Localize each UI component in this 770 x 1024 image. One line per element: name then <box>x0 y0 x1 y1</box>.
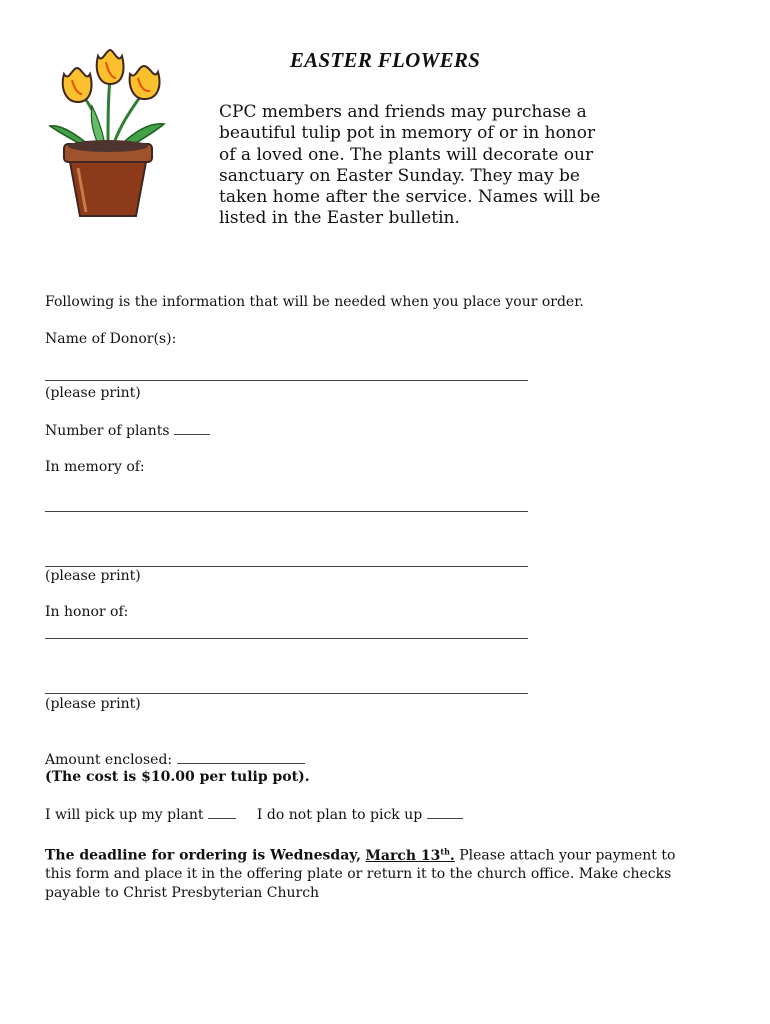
plants-count-field[interactable] <box>174 422 210 435</box>
donor-name-field[interactable] <box>45 380 528 381</box>
memory-field-1[interactable] <box>45 511 528 512</box>
honor-field-1[interactable] <box>45 638 528 639</box>
intro-line: sanctuary on Easter Sunday. They may be <box>219 165 580 186</box>
pickup-no-label: I do not plan to pick up <box>256 807 423 823</box>
amount-row <box>45 751 305 768</box>
plants-label: Number of plants <box>45 423 170 439</box>
amount-label: Amount enclosed: <box>45 752 173 768</box>
intro-line: of a loved one. The plants will decorate our <box>219 144 594 165</box>
deadline-paragraph <box>45 842 705 902</box>
please-print-note: (please print) <box>45 568 141 584</box>
pickup-row <box>45 806 463 823</box>
intro-line: taken home after the service. Names will be <box>219 187 601 208</box>
honor-label: In honor of: <box>45 604 129 620</box>
please-print-note: (please print) <box>45 385 141 401</box>
deadline-instructions: Please attach your payment to this form and place it in the offering plate or return it to the church office. Make checks payable to Christ Presbyterian Church <box>45 847 676 901</box>
please-print-note: (please print) <box>45 696 141 712</box>
memory-field-2[interactable] <box>45 566 528 567</box>
intro-line: listed in the Easter bulletin. <box>219 208 460 229</box>
memory-label: In memory of: <box>45 459 145 475</box>
pickup-yes-field[interactable] <box>208 806 236 819</box>
honor-field-2[interactable] <box>45 693 528 694</box>
amount-field[interactable] <box>177 751 305 764</box>
pickup-yes-label: I will pick up my plant <box>45 807 204 823</box>
deadline-lead: The deadline for ordering is Wednesday, <box>45 847 361 864</box>
pickup-no-field[interactable] <box>427 806 463 819</box>
intro-line: beautiful tulip pot in memory of or in honor <box>219 123 596 144</box>
page-title: EASTER FLOWERS <box>289 48 481 72</box>
donor-label: Name of Donor(s): <box>45 331 177 347</box>
plants-row <box>45 422 210 439</box>
deadline-date: March 13th. <box>365 846 455 864</box>
info-text: Following is the information that will be needed when you place your order. <box>45 294 584 310</box>
cost-note: (The cost is $10.00 per tulip pot). <box>45 769 310 785</box>
intro-paragraph <box>219 102 619 230</box>
intro-line: CPC members and friends may purchase a <box>219 102 587 122</box>
